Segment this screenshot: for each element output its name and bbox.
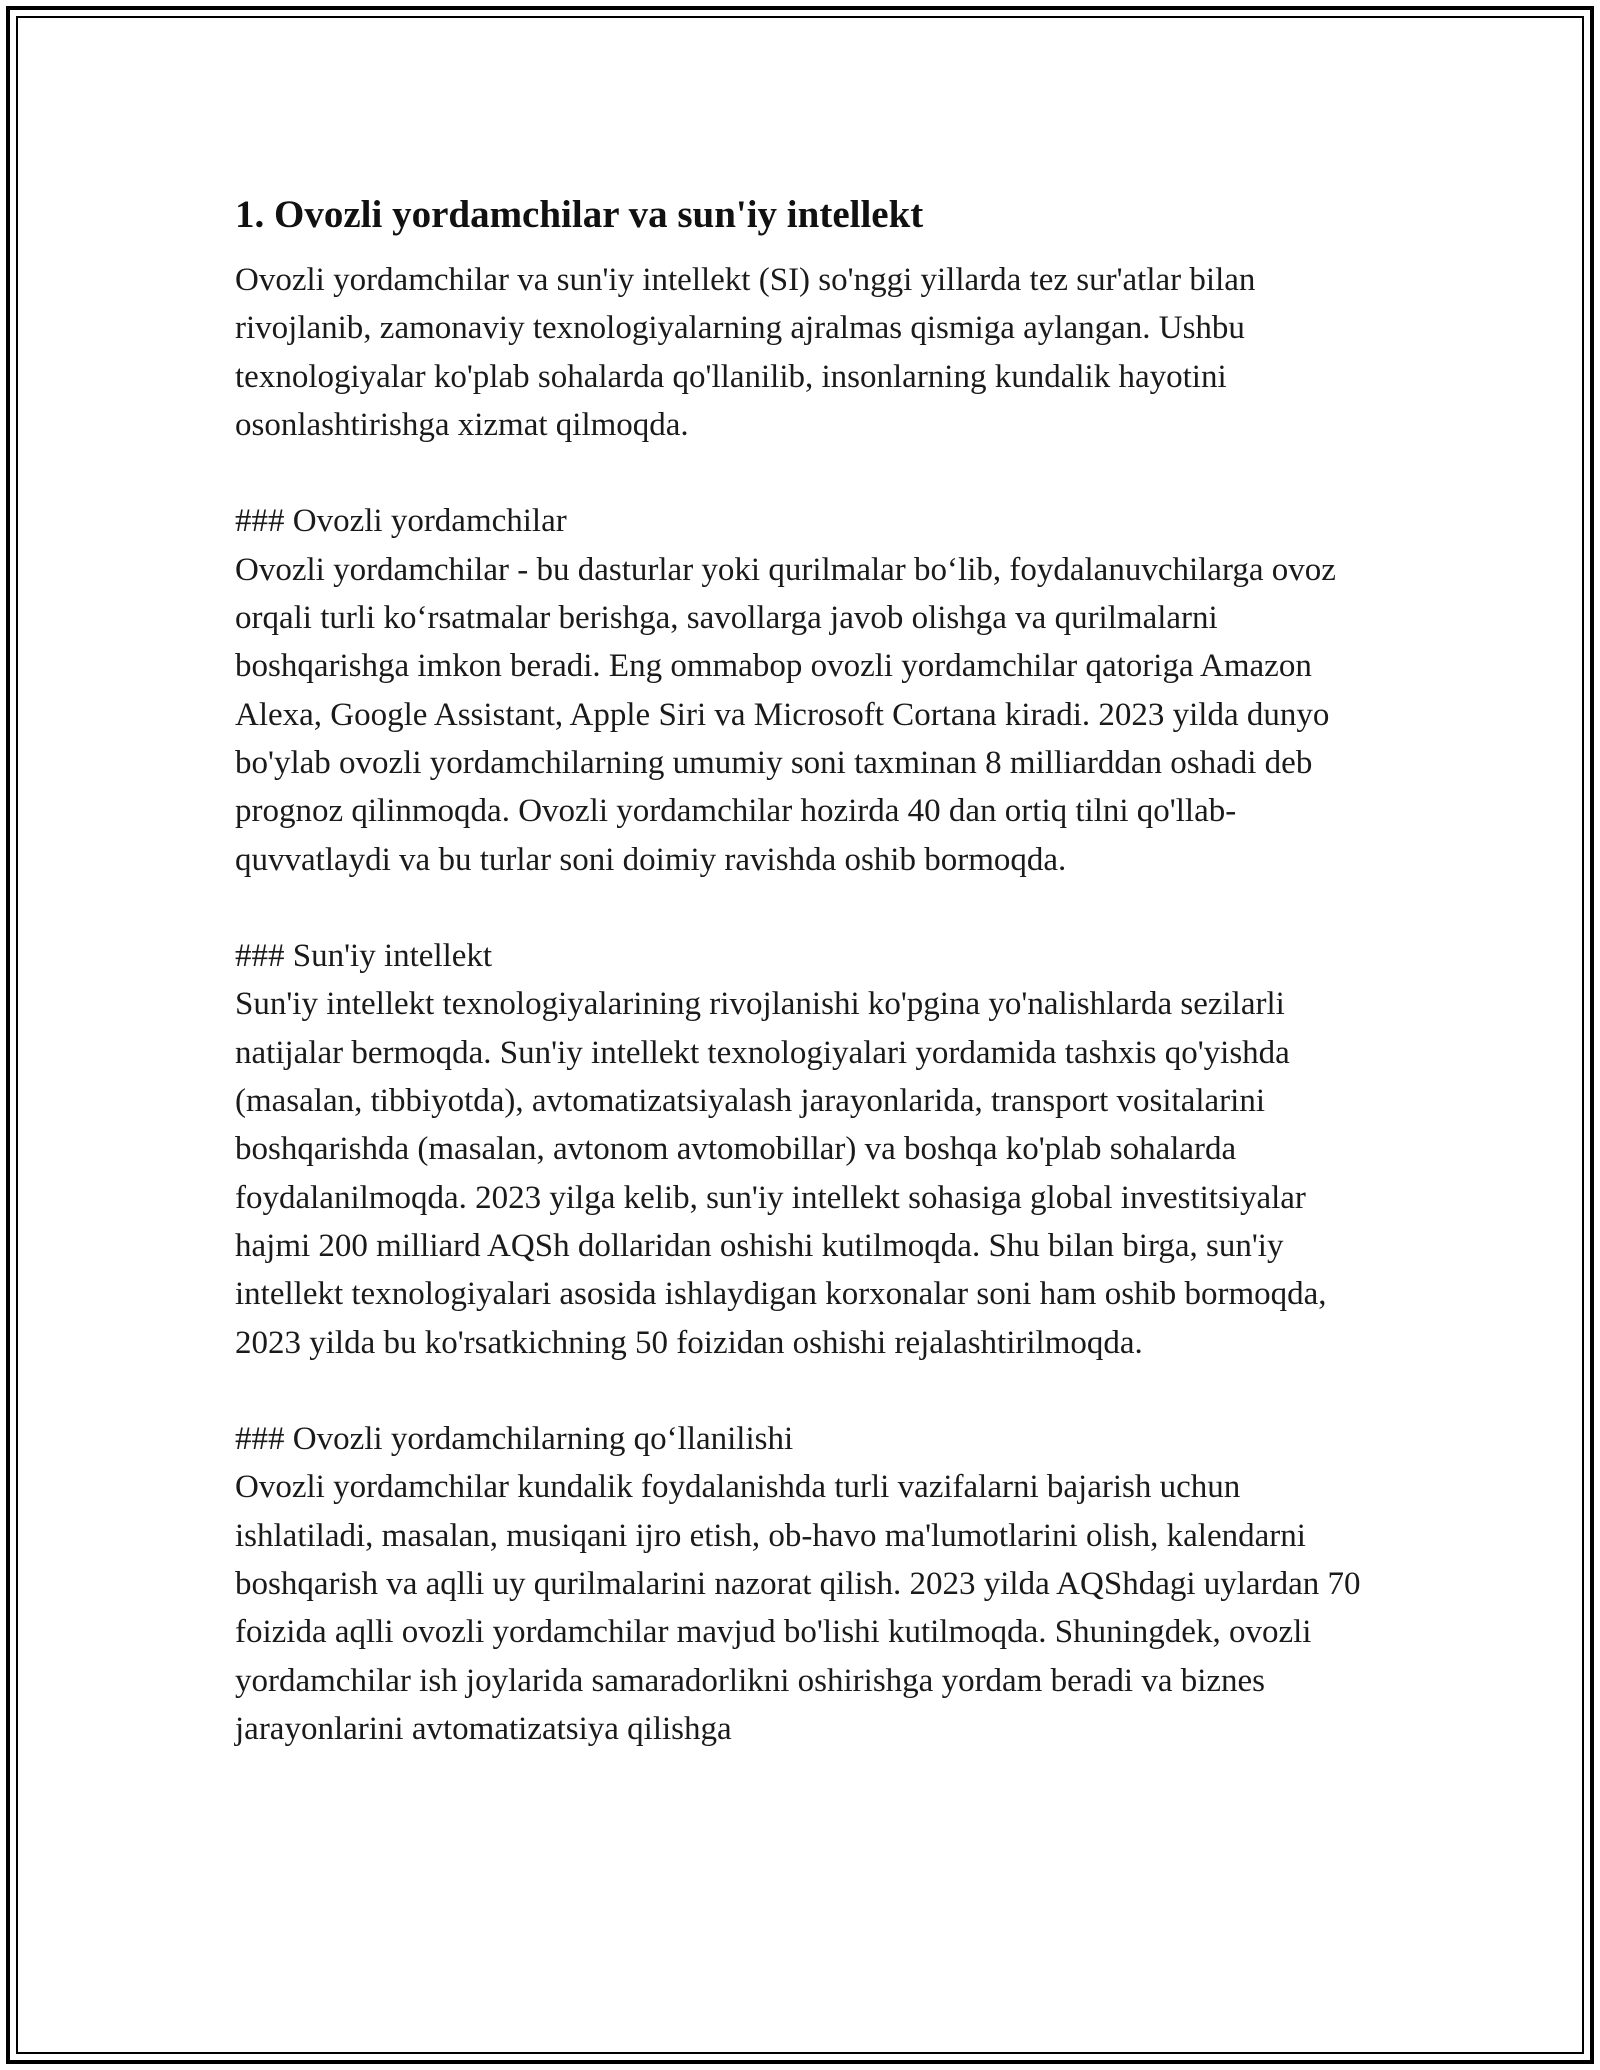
section-heading: ### Ovozli yordamchilar [235,503,567,540]
section-paragraph: Ovozli yordamchilar - bu dasturlar yoki qurilmalar bo‘lib, foydalanuvchilarga ovoz orqali turli ko‘rsatmalar berishga, savollarga javob olishga va qurilmalarni boshqarishga imkon beradi. Eng ommabop ovozli yordamchilar qatoriga Amazon Alexa, Google Assistant, Apple Siri va Microsoft Cortana kiradi. 2023 yilda dunyo bo'ylab ovozli yordamchilarning umumiy soni taxminan 8 milliarddan oshadi deb prognoz qilinmoqda. Ovozli yordamchilar hozirda 40 dan ortiq tilni qo'llab-quvvatlaydi va bu turlar soni doimiy ravishda oshib bormoqda. [235,551,1336,878]
intro-paragraph: Ovozli yordamchilar va sun'iy intellekt (SI) so'nggi yillarda tez sur'atlar bilan rivojlanib, zamonaviy texnologiyalarning ajralmas qismiga aylangan. Ushbu texnologiyalar ko'plab sohalarda qo'llanilib, insonlarning kundalik hayotini osonlashtirishga xizmat qilmoqda. [235,262,1256,443]
section-paragraph: Ovozli yordamchilar kundalik foydalanishda turli vazifalarni bajarish uchun ishlatiladi, masalan, musiqani ijro etish, ob-havo ma'lumotlarini olish, kalendarni boshqarish va aqlli uy qurilmalarini nazorat qilish. 2023 yilda AQShdagi uylardan 70 foizida aqlli ovozli yordamchilar mavjud bo'lishi kutilmoqda. Shuningdek, ovozli yordamchilar ish joylarida samaradorlikni oshirishga yordam beradi va biznes jarayonlarini avtomatizatsiya qilishga [235,1469,1361,1747]
section-voice-assistants [235,497,1385,883]
section-heading: ### Sun'iy intellekt [235,938,493,975]
section-heading: ### Ovozli yordamchilarning qo‘llanilishi [235,1421,794,1458]
document-title: 1. Ovozli yordamchilar va sun'iy intellekt [235,193,924,236]
section-voice-assistant-usage [235,1415,1385,1753]
document-body [235,186,1385,1753]
section-paragraph: Sun'iy intellekt texnologiyalarining rivojlanishi ko'pgina yo'nalishlarda sezilarli natijalar bermoqda. Sun'iy intellekt texnologiyalari yordamida tashxis qo'yishda (masalan, tibbiyotda), avtomatizatsiyalash jarayonlarida, transport vositalarini boshqarishda (masalan, avtonom avtomobillar) va boshqa ko'plab sohalarda foydalanilmoqda. 2023 yilga kelib, sun'iy intellekt sohasiga global investitsiyalar hajmi 200 milliard AQSh dollaridan oshishi kutilmoqda. Shu bilan birga, sun'iy intellekt texnologiyalari asosida ishlaydigan korxonalar soni ham oshib bormoqda, 2023 yilda bu ko'rsatkichning 50 foizidan oshishi rejalashtirilmoqda. [235,986,1327,1361]
section-artificial-intelligence [235,932,1385,1367]
